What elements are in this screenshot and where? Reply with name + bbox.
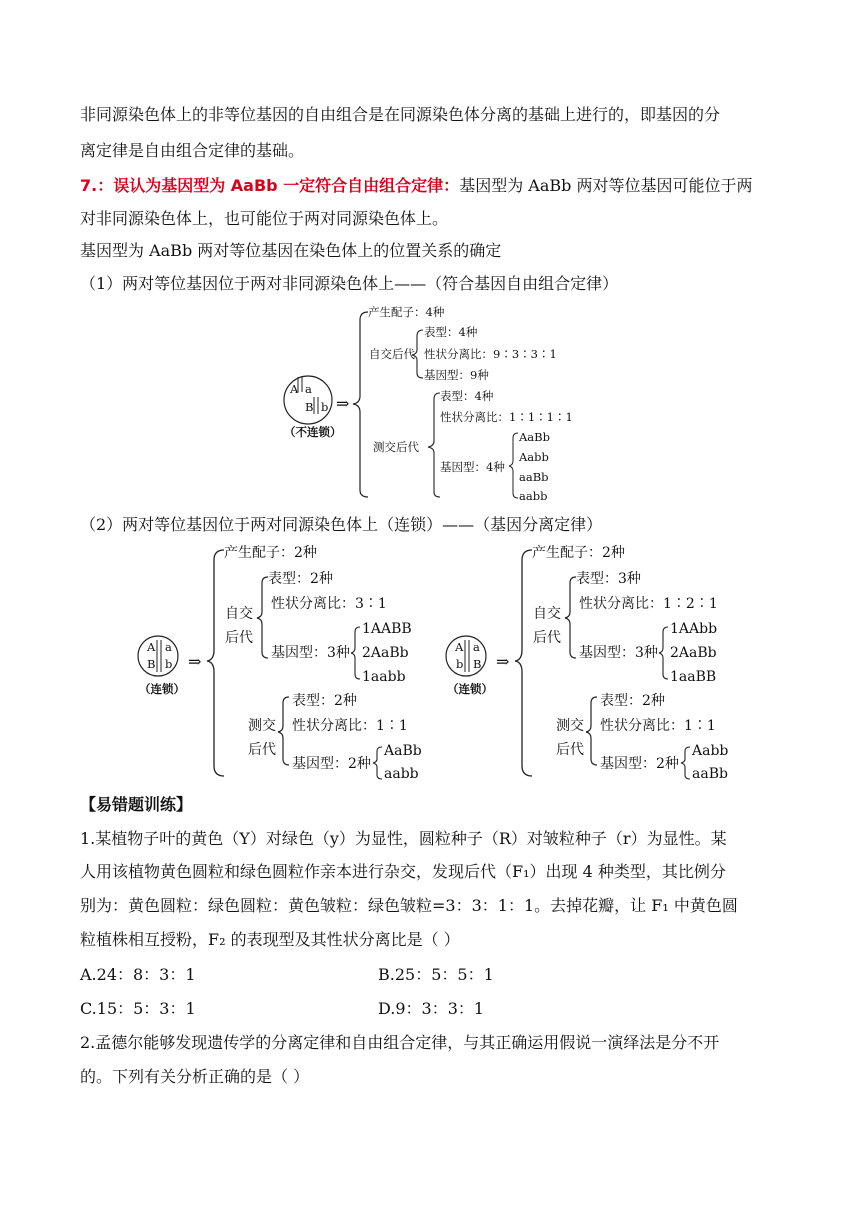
genotype-item: aaBb bbox=[519, 470, 549, 484]
self-ratio: 性状分离比：3∶1 bbox=[271, 596, 387, 612]
testcross-label: 测交 bbox=[248, 718, 276, 734]
genotype-item: 2AaBb bbox=[670, 645, 717, 661]
testcross-label: 测交 bbox=[556, 718, 584, 734]
question-1-line-2: 人用该植物黄色圆粒和绿色圆粒作亲本进行杂交，发现后代（F₁）出现 4 种类型，其比例分 bbox=[80, 862, 726, 881]
allele-a: a bbox=[165, 640, 172, 654]
question-2-line-1: 2.孟德尔能够发现遗传学的分离定律和自由组合定律，与其正确运用假说一演绎法是分不开 bbox=[80, 1033, 720, 1052]
test-genotype: 基因型：2种 bbox=[292, 756, 371, 772]
test-genotype: 基因型：4种 bbox=[440, 460, 505, 474]
test-ratio: 性状分离比：1∶1 bbox=[600, 718, 716, 734]
genotype-item: 1AABB bbox=[362, 621, 412, 637]
selfing-label: 后代 bbox=[225, 630, 253, 646]
self-phenotype: 表型：3种 bbox=[576, 571, 641, 587]
genotype-item: aaBb bbox=[692, 766, 728, 782]
selfing-label: 自交后代 bbox=[369, 347, 415, 361]
question-1-line-1: 1.某植物子叶的黄色（Y）对绿色（y）为显性，圆粒种子（R）对皱粒种子（r）为显性。某 bbox=[80, 829, 727, 848]
genotype-item: 1aaBB bbox=[670, 669, 717, 685]
genotype-item: AaBb bbox=[384, 743, 422, 759]
arrow-icon: ⇒ bbox=[336, 394, 350, 413]
cell-label-linked: （连锁） bbox=[139, 682, 185, 696]
genotype-item: 2AaBb bbox=[362, 645, 409, 661]
genotype-item: Aabb bbox=[519, 450, 549, 464]
gametes-label: 产生配子：4种 bbox=[368, 305, 445, 319]
test-genotype: 基因型：2种 bbox=[600, 756, 679, 772]
genotype-item: 1aabb bbox=[362, 669, 406, 685]
point-7-heading: 7.：误认为基因型为 AaBb 一定符合自由组合定律： bbox=[80, 176, 460, 195]
case-1-title: （1）两对等位基因位于两对非同源染色体上——（符合基因自由组合定律） bbox=[80, 274, 619, 293]
option-c: C.15：5：3：1 bbox=[80, 999, 196, 1018]
self-genotype: 基因型：3种 bbox=[579, 645, 658, 661]
test-phenotype: 表型：2种 bbox=[600, 693, 665, 709]
genotype-item: aabb bbox=[519, 489, 548, 503]
question-1-line-4: 粒植株相互授粉，F₂ 的表现型及其性状分离比是（ ） bbox=[80, 930, 460, 949]
test-ratio: 性状分离比：1∶1 bbox=[292, 718, 408, 734]
option-d: D.9：3：3：1 bbox=[378, 999, 485, 1018]
allele-B: B bbox=[305, 400, 314, 414]
option-a: A.24：8：3：1 bbox=[80, 965, 196, 984]
arrow-icon: ⇒ bbox=[496, 652, 510, 671]
cell-label-unlinked: （不连锁） bbox=[284, 425, 342, 439]
question-1-line-3: 别为：黄色圆粒：绿色圆粒：黄色皱粒：绿色皱粒=3：3：1：1。去掉花瓣，让 F₁ 中黄色圆 bbox=[80, 896, 738, 915]
allele-a: a bbox=[305, 382, 312, 396]
gametes-label: 产生配子：2种 bbox=[532, 545, 625, 561]
testcross-label: 后代 bbox=[556, 742, 584, 758]
allele-b: b bbox=[165, 657, 173, 671]
option-b: B.25：5：5：1 bbox=[378, 965, 494, 984]
allele-b: b bbox=[321, 400, 329, 414]
self-phenotype: 表型：2种 bbox=[268, 571, 333, 587]
genotype-item: 1AAbb bbox=[670, 621, 718, 637]
self-ratio: 性状分离比：1∶2∶1 bbox=[579, 596, 718, 612]
genotype-item: AaBb bbox=[519, 430, 550, 444]
arrow-icon: ⇒ bbox=[188, 652, 202, 671]
point-7-text: 基因型为 AaBb 两对等位基因可能位于两 bbox=[459, 176, 753, 195]
allele-b: b bbox=[456, 657, 464, 671]
genotype-item: Aabb bbox=[692, 743, 729, 759]
allele-B: B bbox=[147, 657, 156, 671]
test-phenotype: 表型：2种 bbox=[292, 693, 357, 709]
allele-B: B bbox=[473, 657, 482, 671]
self-genotype: 基因型：9种 bbox=[424, 368, 489, 382]
allele-A: A bbox=[455, 640, 464, 654]
position-heading: 基因型为 AaBb 两对等位基因在染色体上的位置关系的确定 bbox=[80, 241, 502, 260]
selfing-label: 自交 bbox=[225, 606, 253, 622]
question-2-line-2: 的。下列有关分析正确的是（ ） bbox=[80, 1067, 310, 1086]
selfing-label: 自交 bbox=[533, 606, 561, 622]
test-ratio: 性状分离比：1∶1∶1∶1 bbox=[440, 410, 573, 424]
allele-A: A bbox=[147, 640, 156, 654]
testcross-label: 后代 bbox=[248, 742, 276, 758]
case-2-title: （2）两对等位基因位于两对同源染色体上（连锁）——（基因分离定律） bbox=[80, 515, 603, 534]
intro-line-2: 离定律是自由组合定律的基础。 bbox=[80, 141, 305, 160]
practice-heading: 【易错题训练】 bbox=[80, 795, 193, 814]
allele-A: A bbox=[290, 382, 299, 396]
self-ratio: 性状分离比：9∶3∶3∶1 bbox=[424, 347, 557, 361]
genotype-item: aabb bbox=[384, 766, 419, 782]
self-phenotype: 表型：4种 bbox=[424, 325, 478, 339]
allele-a: a bbox=[473, 640, 480, 654]
intro-line-1: 非同源染色体上的非等位基因的自由组合是在同源染色体分离的基础上进行的，即基因的分 bbox=[80, 105, 721, 124]
cell-label-linked: （连锁） bbox=[447, 682, 493, 696]
gametes-label: 产生配子：2种 bbox=[224, 545, 317, 561]
selfing-label: 后代 bbox=[533, 630, 561, 646]
point-7-line-2: 对非同源染色体上，也可能位于两对同源染色体上。 bbox=[80, 209, 449, 228]
testcross-label: 测交后代 bbox=[373, 440, 419, 454]
test-phenotype: 表型：4种 bbox=[440, 389, 494, 403]
self-genotype: 基因型：3种 bbox=[271, 645, 350, 661]
